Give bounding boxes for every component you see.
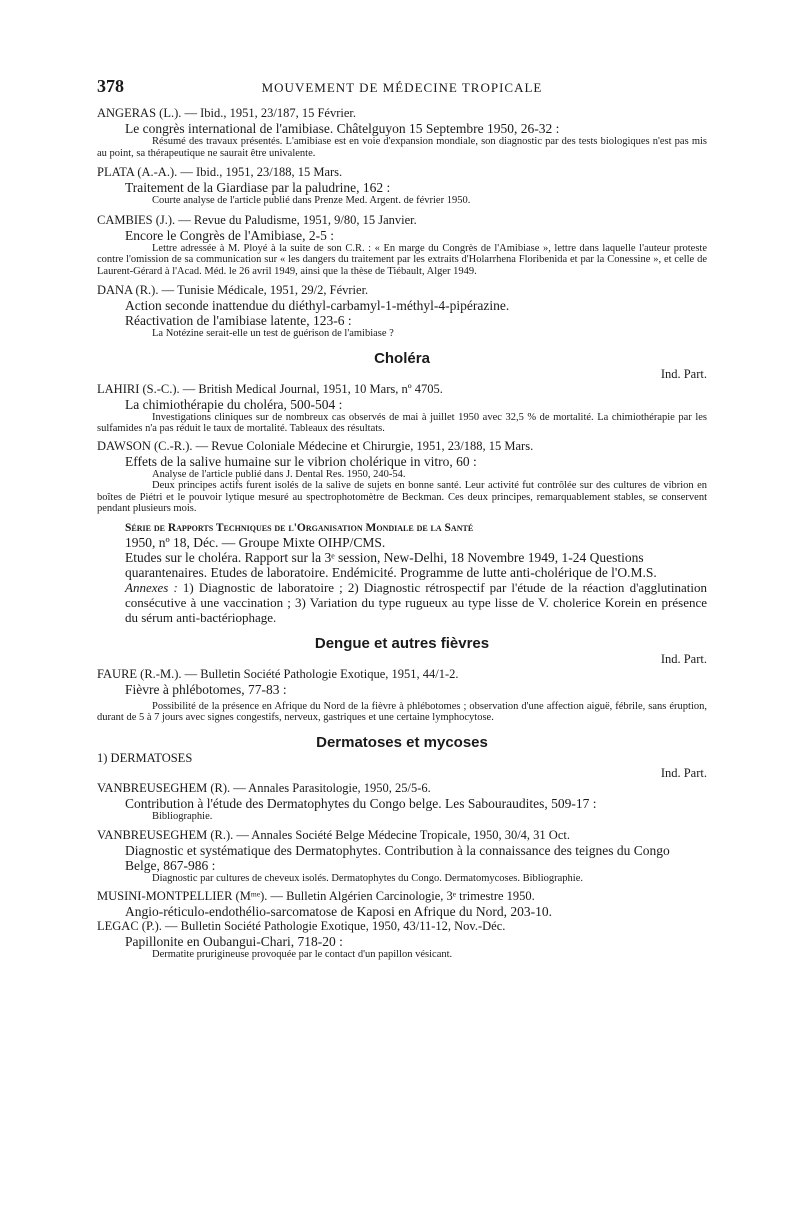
entry-title: Angio-réticulo-endothélio-sarcomatose de Kaposi en Afrique du Nord, 203-10. [125, 903, 553, 919]
document-page [97, 76, 707, 960]
entry-summary: Dermatite prurigineuse provoquée par le contact d'un papillon vésicant. [152, 948, 453, 960]
entry-summary: Investigations cliniques sur de nombreux cas observés de mai à juillet 1950 avec 32,5 % de mortalité. La chimiothérapie par les sulfamides n'a pas réduit le taux de mortalité. Tableaux des résultats. [97, 411, 707, 434]
annexes-paragraph [125, 580, 707, 625]
bib-entry [97, 828, 707, 885]
entry-summary: Diagnostic par cultures de cheveux isolés. Dermatophytes du Congo. Dermatomycoses. Bibliographie. [152, 873, 583, 884]
ind-part-label: Ind. Part. [660, 651, 707, 666]
bib-entry [97, 382, 707, 435]
entry-summary: Possibilité de la présence en Afrique du Nord de la fièvre à phlébotomes ; observation d'une affection aiguë, fébrile, sans éruption, durant de 5 à 7 jours avec signes congestifs, nerveux, gastriques et une certaine lymphocytose. [97, 700, 707, 723]
entry-reference: LAHIRI (S.-C.). — British Medical Journal, 1951, 10 Mars, nº 4705. [97, 381, 443, 396]
series-title: Série de Rapports Techniques de l'Organisation Mondiale de la Santé [125, 521, 474, 534]
series-report-title: Etudes sur le choléra. Rapport sur la 3ᵉ session, New-Delhi, 18 Novembre 1949, 1-24 Questions quarantenaires. Etudes de laboratoire. Endémicité. Programme de lutte anti-cholérique de l'O.M.S. [125, 549, 657, 580]
bib-entry [97, 106, 707, 159]
entry-summary: Résumé des travaux présentés. L'amibiase est en voie d'expansion mondiale, son diagnostic par des tests biologiques n'est pas mis au point, sa thérapeutique ne saurait être univalente. [97, 136, 707, 159]
entry-summary: Bibliographie. [152, 810, 213, 822]
entry-reference: FAURE (R.-M.). — Bulletin Société Pathologie Exotique, 1951, 44/1-2. [97, 666, 459, 681]
entry-reference: LEGAC (P.). — Bulletin Société Pathologie Exotique, 1950, 43/11-12, Nov.-Déc. [97, 918, 506, 933]
page-number: 378 [97, 76, 124, 96]
entry-reference: CAMBIES (J.). — Revue du Paludisme, 1951, 9/80, 15 Janvier. [97, 212, 417, 227]
bib-entry [97, 439, 707, 515]
subsection-heading: 1) DERMATOSES [97, 750, 193, 765]
entry-reference: ANGERAS (L.). — Ibid., 1951, 23/187, 15 Février. [97, 106, 357, 120]
entry-summary: Courte analyse de l'article publié dans Prenze Med. Argent. de février 1950. [152, 195, 471, 206]
entry-summary: Lettre adressée à M. Ployé à la suite de son C.R. : « En marge du Congrès de l'Amibiase », lettre dans laquelle l'auteur proteste contre l'omission de sa communication sur « les dangers du traitement par les extraits d'Holarrhena Floribenida et par la Conessine », et celle de Laurent-Gérard à l'Acad. Méd. le 26 avril 1949, ainsi que la thèse de Tiébault, Alger 1949. [97, 242, 707, 277]
entry-title-2: Réactivation de l'amibiase latente, 123-6 : [125, 313, 352, 328]
page-header [97, 76, 707, 102]
bib-entry [97, 781, 707, 823]
bib-entry [97, 889, 707, 919]
entry-reference: VANBREUSEGHEM (R.). — Annales Société Belge Médecine Tropicale, 1950, 30/4, 31 Oct. [97, 828, 570, 842]
entry-summary: Analyse de l'article publié dans J. Dental Res. 1950, 240-54. [152, 468, 406, 480]
entry-title: Diagnostic et systématique des Dermatophytes. Contribution à la connaissance des teignes du Congo Belge, 867-986 : [125, 843, 670, 873]
bib-entry [97, 283, 707, 340]
entry-title: Papillonite en Oubangui-Chari, 718-20 : [125, 933, 343, 949]
ind-part-label: Ind. Part. [660, 366, 707, 381]
annexes-text: 1) Diagnostic de laboratoire ; 2) Diagnostic rétrospectif par l'étude de la réaction d'agglutination consécutive à une vaccination ; 3) Variation du type rugueux au type lisse de V. cholerice Korein en présence du sérum anti-bactériophage. [125, 579, 708, 625]
bib-entry [97, 919, 707, 961]
entry-title: Effets de la salive humaine sur le vibrion cholérique in vitro, 60 : [125, 453, 477, 469]
entry-title: Le congrès international de l'amibiase. Châtelguyon 15 Septembre 1950, 26-32 : [125, 121, 560, 136]
entry-reference: MUSINI-MONTPELLIER (Mᵐᵉ). — Bulletin Algérien Carcinologie, 3ᵉ trimestre 1950. [97, 888, 535, 903]
entry-title: Traitement de la Giardiase par la paludrine, 162 : [125, 180, 391, 195]
series-details: 1950, nº 18, Déc. — Groupe Mixte OIHP/CMS. [125, 534, 386, 550]
entry-title: Contribution à l'étude des Dermatophytes du Congo belge. Les Sabouraudites, 509-17 : [125, 795, 597, 811]
entry-summary: La Notézine serait-elle un test de guérison de l'amibiase ? [152, 328, 394, 339]
section-heading-dermatoses: Dermatoses et mycoses [316, 733, 488, 751]
bib-entry [97, 165, 707, 207]
bib-entry [97, 667, 707, 724]
section-heading-cholera: Choléra [374, 349, 430, 367]
ind-part-label: Ind. Part. [660, 765, 707, 780]
entry-summary-2: Deux principes actifs furent isolés de la salive de sujets en bonne santé. Leur activité fut contrôlée sur des cultures de vibrion en boîtes de Piétri et le pouvoir lytique mesuré au spectrophotomètre de Beckman. Ces deux principes, remarquablement stables, se conservent pendant plusieurs mois. [97, 480, 707, 514]
annexes-label: Annexes : [125, 579, 178, 595]
entry-reference: PLATA (A.-A.). — Ibid., 1951, 23/188, 15 Mars. [97, 165, 343, 179]
entry-reference: DAWSON (C.-R.). — Revue Coloniale Médecine et Chirurgie, 1951, 23/188, 15 Mars. [97, 438, 534, 453]
entry-title: La chimiothérapie du choléra, 500-504 : [125, 396, 343, 412]
running-head: MOUVEMENT DE MÉDECINE TROPICALE [261, 80, 543, 95]
entry-title: Fièvre à phlébotomes, 77-83 : [125, 681, 287, 697]
entry-reference: VANBREUSEGHEM (R). — Annales Parasitologie, 1950, 25/5-6. [97, 780, 431, 795]
entry-reference: DANA (R.). — Tunisie Médicale, 1951, 29/2, Février. [97, 283, 369, 297]
entry-title: Action seconde inattendue du diéthyl-carbamyl-1-méthyl-4-pipérazine. [125, 298, 510, 313]
entry-title: Encore le Congrès de l'Amibiase, 2-5 : [125, 227, 334, 243]
bib-entry [97, 213, 707, 278]
section-heading-dengue: Dengue et autres fièvres [314, 634, 490, 652]
